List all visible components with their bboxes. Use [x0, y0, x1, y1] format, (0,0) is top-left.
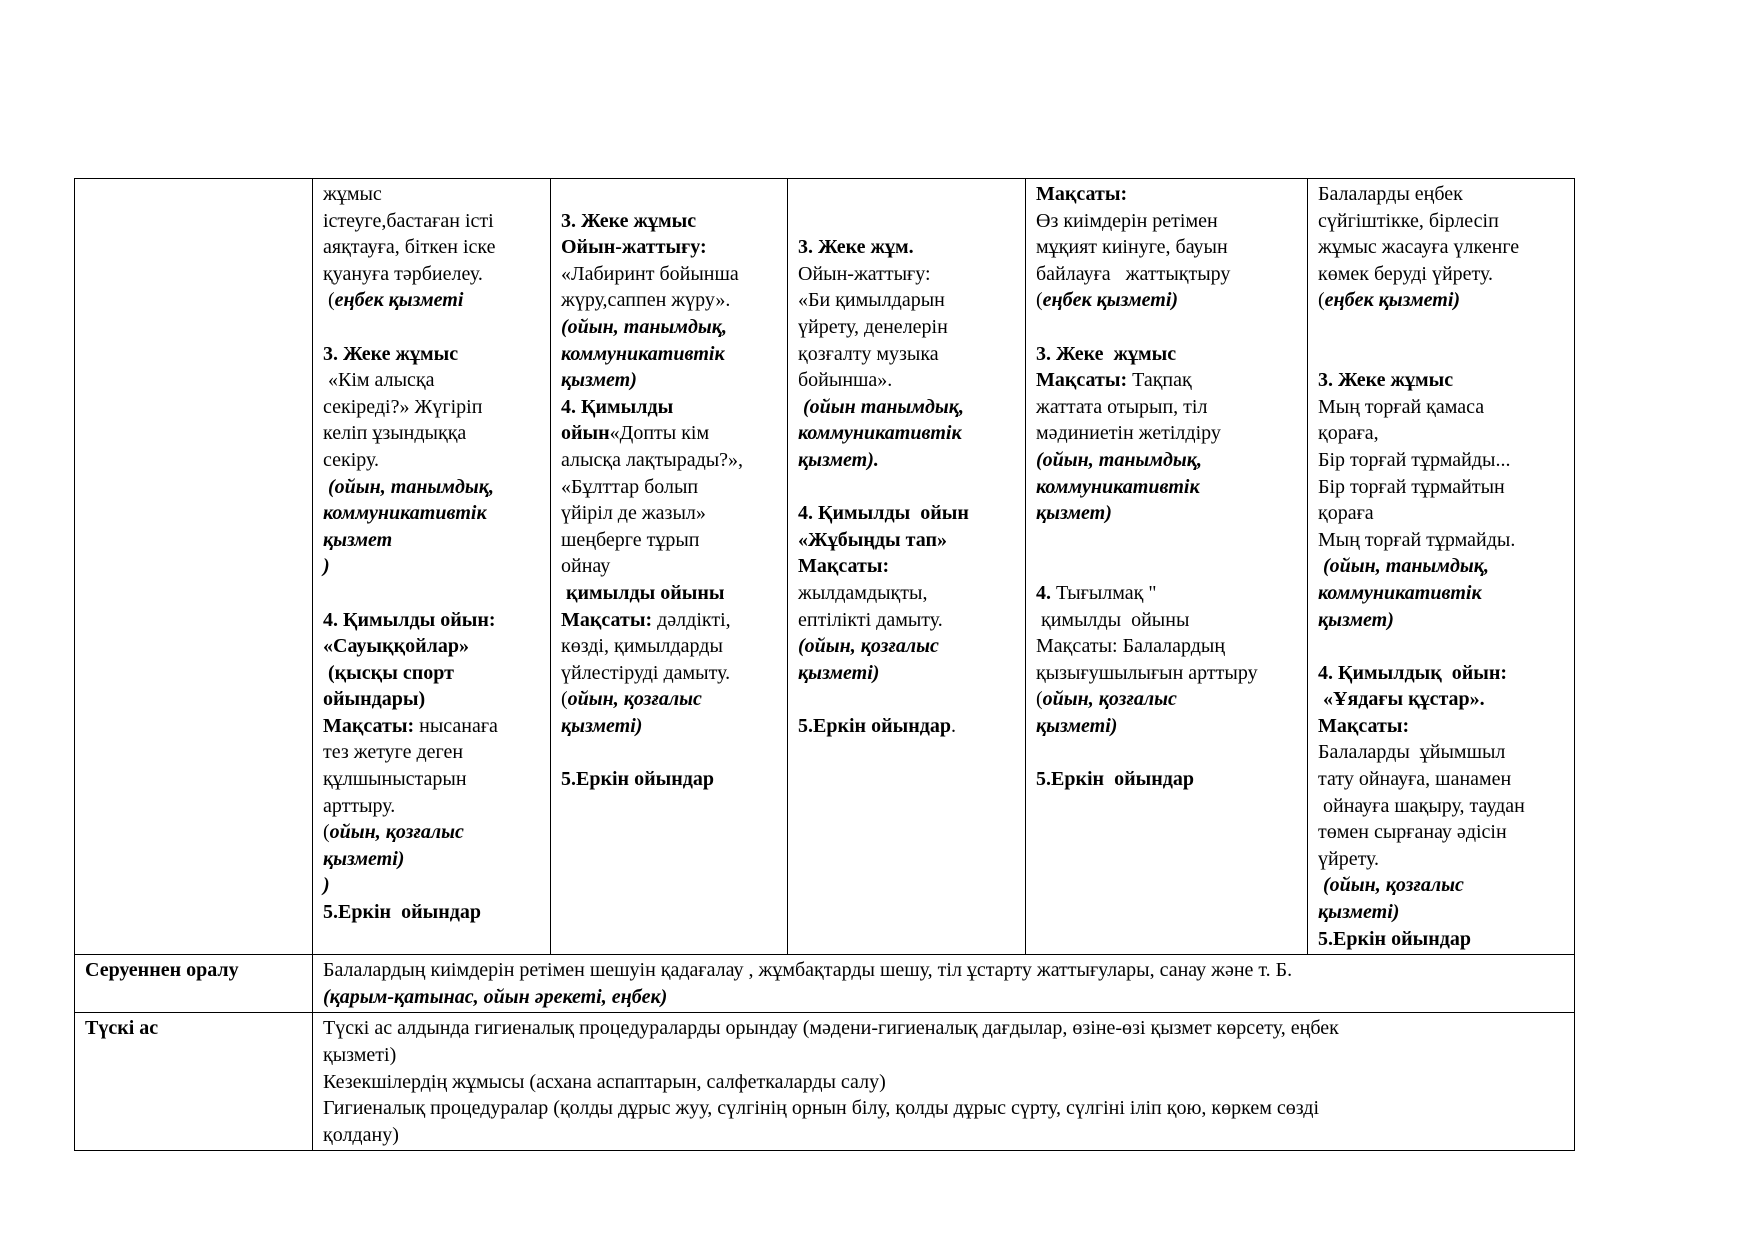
text-run: 5.Еркін ойындар	[798, 714, 951, 737]
text-run: сүйгіштікке, бірлесіп	[1318, 209, 1499, 232]
text-line	[1318, 926, 1564, 953]
text-line	[1318, 819, 1564, 846]
text-line	[323, 607, 540, 634]
text-run: «Бұлттар болып	[561, 475, 699, 498]
text-line	[798, 500, 1015, 527]
text-line	[1318, 633, 1564, 660]
text-run: Балаларды еңбек	[1318, 183, 1463, 205]
text-run: қораға,	[1318, 422, 1379, 445]
text-line	[1318, 420, 1564, 447]
text-run: үйлестіруді дамыту.	[561, 661, 731, 684]
text-run: қызметі)	[1036, 714, 1118, 737]
text-line	[323, 957, 1564, 984]
text-run: төмен сырғанау әдісін	[1318, 821, 1507, 844]
text-run: тез жетуге деген	[323, 741, 464, 764]
text-run: (	[561, 688, 568, 711]
text-line	[1036, 181, 1297, 208]
text-run: Мың торғай тұрмайды.	[1318, 528, 1516, 551]
text-run: 3. Жеке жұмыс	[323, 342, 459, 365]
row-label-lunch: Түскі ас	[75, 1013, 313, 1151]
text-line	[561, 287, 777, 314]
text-line	[323, 1069, 1564, 1096]
text-line	[798, 474, 1015, 501]
text-line	[323, 447, 540, 474]
text-line	[561, 500, 777, 527]
text-line	[1318, 261, 1564, 288]
text-line	[1318, 553, 1564, 580]
text-run: ойын, қозғалыс	[567, 688, 702, 711]
text-line	[798, 261, 1015, 288]
text-run: мұқият киінуге, бауын	[1036, 236, 1228, 259]
row-label-return-from-walk: Серуеннен оралу	[75, 955, 313, 1013]
day-cell-1	[313, 179, 551, 955]
text-line	[1036, 553, 1297, 580]
text-run: қызмет	[323, 528, 393, 551]
text-run: қораға	[1318, 502, 1374, 525]
text-run: секіру.	[323, 448, 380, 471]
text-run: қызметі)	[798, 661, 880, 684]
text-line	[561, 713, 777, 740]
text-line	[798, 713, 1015, 740]
text-run: Мақсаты:	[1318, 714, 1410, 737]
text-run: істеуге,бастаған істі	[323, 209, 494, 232]
text-line	[323, 234, 540, 261]
text-line	[798, 527, 1015, 554]
text-run: (ойын, танымдық,	[1318, 555, 1489, 578]
text-line	[561, 766, 777, 793]
text-line	[323, 341, 540, 368]
return-from-walk-content	[313, 955, 1575, 1013]
text-line	[561, 447, 777, 474]
text-run: еңбек қызметі)	[1324, 289, 1461, 312]
text-run: «Лабиринт бойынша	[561, 262, 739, 285]
text-run: «Кім алысқа	[323, 369, 435, 392]
text-run: қызмет)	[1036, 502, 1112, 525]
text-line	[323, 553, 540, 580]
text-run: коммуникативтік	[561, 342, 725, 365]
text-line	[1318, 739, 1564, 766]
text-run: Мақсаты: Балалардың	[1036, 635, 1226, 658]
table-row	[75, 179, 1575, 955]
text-run: .	[950, 714, 956, 737]
text-run: Ойын-жаттығу:	[561, 236, 707, 259]
text-run: көмек беруді үйрету.	[1318, 262, 1494, 285]
text-line	[798, 607, 1015, 634]
text-run: «Жұбыңды тап»	[798, 528, 947, 551]
text-line	[323, 500, 540, 527]
text-line	[1318, 580, 1564, 607]
text-run: 4. Қимылдық ойын:	[1318, 661, 1508, 684]
text-run: Кезекшілердің жұмысы (асхана аспаптарын, салфеткаларды салу)	[323, 1070, 886, 1093]
text-line	[323, 899, 540, 926]
text-line	[798, 394, 1015, 421]
text-run: бойынша».	[798, 369, 893, 392]
text-line	[323, 181, 540, 208]
text-run: коммуникативтік	[1318, 581, 1482, 604]
text-line	[1318, 713, 1564, 740]
text-run: «Би қимылдарын	[798, 289, 945, 312]
text-line	[323, 984, 1564, 1011]
text-run: үйрету, денелерін	[798, 315, 948, 338]
text-line	[323, 872, 540, 899]
text-line	[798, 181, 1015, 208]
text-run: 5.Еркін ойындар	[323, 901, 481, 924]
table-row	[75, 1013, 1575, 1151]
text-run: )	[323, 555, 330, 578]
text-line	[1036, 527, 1297, 554]
text-line	[1318, 766, 1564, 793]
text-run: (қысқы спорт	[323, 661, 454, 684]
text-run: жүру,саппен жүру».	[561, 289, 731, 312]
text-line	[1318, 793, 1564, 820]
text-line	[1318, 686, 1564, 713]
text-run: (ойын танымдық,	[798, 395, 964, 418]
text-line	[798, 633, 1015, 660]
text-line	[323, 766, 540, 793]
text-run: қызметі)	[323, 847, 405, 870]
text-line	[1318, 500, 1564, 527]
text-run: 4. Қимылды ойын	[798, 502, 969, 525]
text-run: Балаларды ұйымшыл	[1318, 741, 1506, 764]
text-run: арттыру.	[323, 794, 396, 817]
text-line	[323, 1122, 1564, 1149]
text-run: 5.Еркін ойындар	[561, 768, 714, 791]
text-run: алысқа лақтырады?»,	[561, 448, 744, 471]
text-line	[561, 394, 777, 421]
row-label-cell	[75, 179, 313, 955]
text-line	[561, 660, 777, 687]
text-run: үйрету.	[1318, 847, 1380, 870]
text-line	[323, 739, 540, 766]
text-line	[561, 633, 777, 660]
text-line	[1036, 739, 1297, 766]
text-run: «Ұядағы құстар».	[1318, 688, 1485, 711]
text-run: ойнауға шақыру, таудан	[1318, 794, 1525, 817]
text-run: жұмыс	[323, 183, 382, 205]
table-row	[75, 955, 1575, 1013]
text-line	[561, 181, 777, 208]
text-line	[798, 287, 1015, 314]
text-line	[1036, 660, 1297, 687]
text-line	[1036, 580, 1297, 607]
text-run: 5.Еркін ойындар	[1036, 768, 1194, 791]
text-line	[1318, 846, 1564, 873]
text-run: Түскі ас алдында гигиеналық процедураларды орындау (мәдени-гигиеналық дағдылар, өзіне-өзі қызмет көрсету, еңбек	[323, 1017, 1339, 1040]
text-run: коммуникативтік	[323, 502, 487, 525]
text-run: нысанаға	[414, 714, 498, 737]
text-line	[798, 580, 1015, 607]
text-run: (	[1036, 688, 1043, 711]
text-line	[323, 1095, 1564, 1122]
text-run: тату ойнауға, шанамен	[1318, 768, 1512, 791]
text-run: 4. Қимылды	[561, 395, 674, 418]
text-line	[561, 314, 777, 341]
text-line	[798, 314, 1015, 341]
text-run: Мақсаты:	[561, 608, 653, 631]
text-line	[561, 527, 777, 554]
text-line	[798, 686, 1015, 713]
text-line	[323, 527, 540, 554]
text-run: үйіріл де жазыл»	[561, 502, 706, 525]
text-line	[323, 261, 540, 288]
text-run: Бір торғай тұрмайтын	[1318, 475, 1505, 498]
text-run: Мақсаты:	[323, 714, 415, 737]
text-run: (	[1036, 289, 1043, 312]
text-run: мәдиниетін жетілдіру	[1036, 422, 1221, 445]
text-line	[323, 420, 540, 447]
text-run: қимылды ойыны	[561, 581, 725, 604]
text-line	[323, 660, 540, 687]
text-line	[323, 819, 540, 846]
text-run: қызметі)	[1318, 901, 1400, 924]
text-run: шеңберге тұрып	[561, 528, 700, 551]
text-run: жылдамдықты,	[798, 581, 928, 604]
text-line	[1318, 527, 1564, 554]
text-line	[798, 447, 1015, 474]
text-run: Бір торғай тұрмайды...	[1318, 448, 1511, 471]
text-line	[1036, 287, 1297, 314]
lunch-content	[313, 1013, 1575, 1151]
text-line	[561, 261, 777, 288]
text-line	[1318, 447, 1564, 474]
text-run: (	[323, 289, 335, 312]
text-run: жаттата отырып, тіл	[1036, 395, 1208, 418]
day-cell-5	[1308, 179, 1575, 955]
text-run: қызмет)	[561, 369, 637, 392]
text-run: Тығылмақ "	[1051, 581, 1157, 604]
text-line	[323, 686, 540, 713]
text-line	[1318, 899, 1564, 926]
day-cell-2	[551, 179, 788, 955]
text-line	[1318, 394, 1564, 421]
text-run: «Допты кім	[609, 422, 710, 445]
text-run: еңбек қызметі)	[1042, 289, 1179, 312]
text-line	[1318, 181, 1564, 208]
text-run: (ойын, қозғалыс	[798, 635, 939, 658]
text-run: дәлдікті,	[652, 608, 731, 631]
text-line	[561, 553, 777, 580]
text-run: 3. Жеке жұм.	[798, 236, 914, 259]
text-run: қызметі)	[561, 714, 643, 737]
text-line	[798, 208, 1015, 235]
text-line	[561, 607, 777, 634]
text-line	[323, 1015, 1564, 1042]
text-line	[798, 660, 1015, 687]
text-line	[1036, 500, 1297, 527]
text-line	[323, 580, 540, 607]
text-line	[323, 208, 540, 235]
text-line	[1036, 394, 1297, 421]
text-line	[323, 633, 540, 660]
text-run: секіреді?» Жүгіріп	[323, 395, 483, 418]
text-run: қызығушылығын арттыру	[1036, 661, 1258, 684]
text-run: ойнау	[561, 555, 611, 578]
text-run: (ойын, танымдық,	[1036, 448, 1202, 471]
text-line	[561, 234, 777, 261]
text-run: 3. Жеке жұмыс	[1318, 369, 1454, 392]
text-run: аяқтауға, біткен іске	[323, 236, 496, 259]
text-run: ептілікті дамыту.	[798, 608, 943, 631]
text-run: қимылды ойыны	[1036, 608, 1190, 631]
text-run: (ойын, танымдық,	[561, 315, 727, 338]
text-run: Балалардың киімдерін ретімен шешуін қадағалау , жұмбақтарды шешу, тіл ұстарту жаттығулары, санау және т. Б.	[323, 959, 1293, 982]
text-line	[1036, 314, 1297, 341]
text-line	[561, 420, 777, 447]
text-run: 5.Еркін ойындар	[1318, 927, 1471, 950]
text-line	[323, 287, 540, 314]
text-run: (қарым-қатынас, ойын әрекеті, еңбек)	[323, 985, 668, 1008]
text-line	[1318, 314, 1564, 341]
text-run: ойын, қозғалыс	[1042, 688, 1177, 711]
text-line	[798, 420, 1015, 447]
text-line	[323, 713, 540, 740]
text-run: «Сауыққойлар»	[323, 635, 469, 658]
text-line	[798, 367, 1015, 394]
text-run: Мың торғай қамаса	[1318, 395, 1485, 418]
text-line	[1036, 607, 1297, 634]
text-run: ойын, қозғалыс	[329, 821, 464, 844]
daily-plan-table	[74, 178, 1575, 1151]
text-run: Ойын-жаттығу:	[798, 262, 931, 285]
text-run: ойын	[561, 422, 610, 445]
text-run: (ойын, танымдық,	[323, 475, 494, 498]
text-line	[798, 234, 1015, 261]
text-line	[1036, 713, 1297, 740]
text-line	[1318, 872, 1564, 899]
text-run: Мақсаты:	[1036, 183, 1128, 205]
text-line	[323, 1042, 1564, 1069]
text-run: еңбек қызметі	[334, 289, 464, 312]
text-line	[1318, 287, 1564, 314]
text-run: ойындары)	[323, 688, 426, 711]
text-line	[1036, 766, 1297, 793]
text-run: көзді, қимылдарды	[561, 635, 723, 658]
text-line	[1036, 261, 1297, 288]
text-line	[323, 394, 540, 421]
text-line	[1318, 341, 1564, 368]
day-cell-4	[1026, 179, 1308, 955]
text-run: коммуникативтік	[798, 422, 962, 445]
text-line	[323, 367, 540, 394]
text-line	[1318, 234, 1564, 261]
text-run: қозғалту музыка	[798, 342, 939, 365]
text-run: 3. Жеке жұмыс	[1036, 342, 1177, 365]
text-line	[323, 793, 540, 820]
text-line	[561, 580, 777, 607]
text-run: Тақпақ	[1127, 369, 1192, 392]
text-line	[1318, 367, 1564, 394]
text-line	[561, 686, 777, 713]
text-line	[1036, 208, 1297, 235]
text-run: Мақсаты:	[798, 555, 890, 578]
text-run: коммуникативтік	[1036, 475, 1200, 498]
text-run: қызмет).	[798, 448, 879, 471]
text-run: 4.	[1036, 581, 1051, 604]
text-run: (ойын, қозғалыс	[1318, 874, 1464, 897]
text-line	[1036, 367, 1297, 394]
text-run: қызмет)	[1318, 608, 1394, 631]
text-line	[1036, 474, 1297, 501]
text-line	[1036, 234, 1297, 261]
text-run: жұмыс жасауға үлкенге	[1318, 236, 1520, 259]
text-line	[323, 474, 540, 501]
text-run: Гигиеналық процедуралар (қолды дұрыс жуу, сүлгінің орнын білу, қолды дұрыс сүрту, сүлгіні іліп қою, көркем сөзді	[323, 1097, 1320, 1120]
text-run: 4. Қимылды ойын:	[323, 608, 496, 631]
text-line	[1036, 686, 1297, 713]
text-run: )	[323, 874, 330, 897]
text-run: байлауға жаттықтыру	[1036, 262, 1231, 285]
text-line	[561, 739, 777, 766]
text-run: (	[323, 821, 330, 844]
text-line	[1036, 341, 1297, 368]
text-line	[1318, 660, 1564, 687]
text-run: құлшыныстарын	[323, 768, 467, 791]
text-line	[561, 208, 777, 235]
text-run: Өз киімдерін ретімен	[1036, 209, 1218, 232]
text-line	[1036, 420, 1297, 447]
text-run: қолдану)	[323, 1123, 399, 1146]
day-cell-3	[788, 179, 1026, 955]
text-line	[561, 341, 777, 368]
text-line	[323, 846, 540, 873]
text-line	[1036, 447, 1297, 474]
text-run: Мақсаты:	[1036, 369, 1128, 392]
text-run: қуануға тәрбиелеу.	[323, 262, 483, 285]
text-line	[1318, 208, 1564, 235]
text-run: (	[1318, 289, 1325, 312]
text-line	[1318, 474, 1564, 501]
text-line	[1036, 633, 1297, 660]
text-line	[323, 314, 540, 341]
text-line	[798, 341, 1015, 368]
text-run: келіп ұзындыққа	[323, 422, 467, 445]
text-line	[1318, 607, 1564, 634]
text-line	[561, 474, 777, 501]
text-line	[798, 553, 1015, 580]
text-run: 3. Жеке жұмыс	[561, 209, 697, 232]
text-run: қызметі)	[323, 1044, 397, 1066]
text-line	[561, 367, 777, 394]
